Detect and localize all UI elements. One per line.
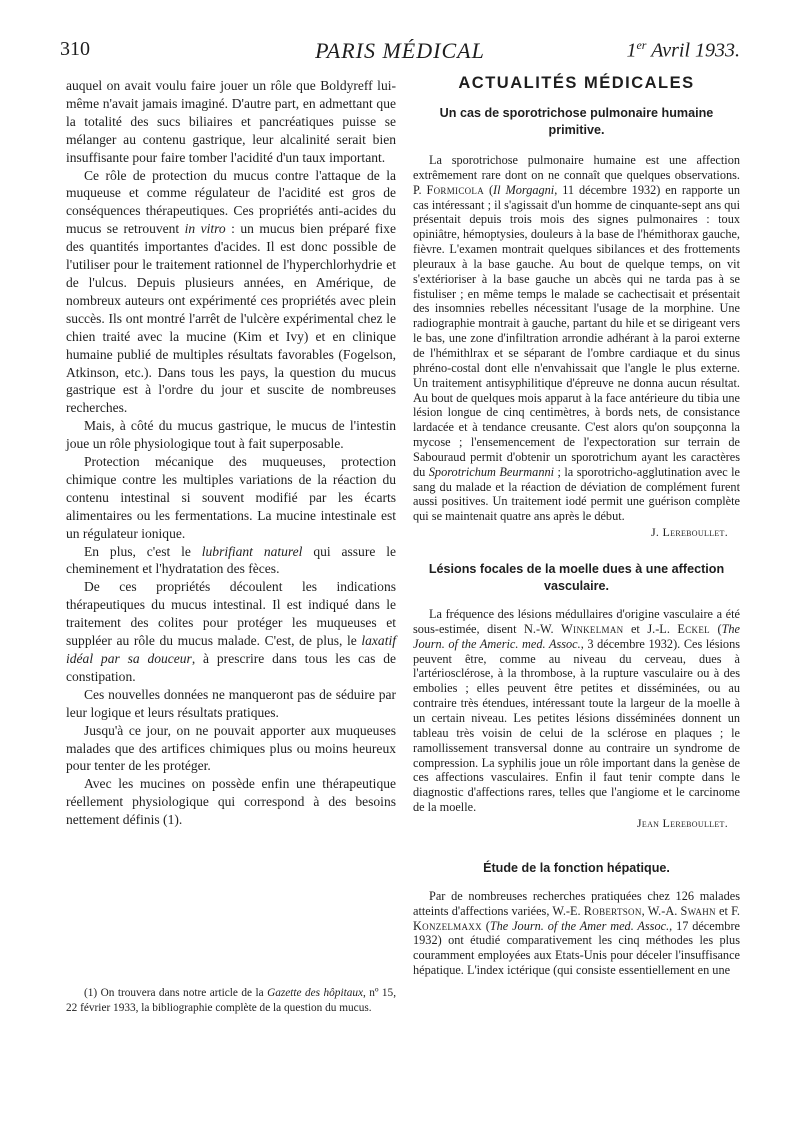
text-run: , 3 décembre 1932). Ces lésions peuvent être, comme au niveau du cerveau, dues à l'artériosclérose, à la thrombose, à la rupture vasculaire ou à des embolies ; elles peuvent être petites et disséminées, ou au contraire très étendues, intéressant toute la largeur de la moelle à un certain niveau. Les petites lésions disséminées donnent un tableau très voisin de celui de la sclérose en plaques ; le ramollissement transversal donne au contraire un syndrome de compression. La syphilis joue un rôle important dans la genèse de ces affections vasculaires. Enfin il faut tenir compte dans le diagnostic d'affections rares, telles que l'angiome et le carcinome de la moelle. — [413, 636, 740, 815]
article-body — [413, 889, 740, 978]
text-run: La sporotrichose pulmonaire humaine est une affection extrêmement rare dont on ne connaît que quelques observations. P. — [413, 153, 740, 197]
left-paragraph — [66, 167, 396, 418]
article-title: Un cas de sporotrichose pulmonaire humaine primitive. — [439, 106, 714, 137]
author-name: Winkelman — [561, 621, 624, 636]
article-lesions-moelle — [413, 561, 740, 831]
text-run: , 11 décembre 1932) en rapporte un cas intéressant ; il s'agissait d'un homme de cinquante-sept ans qui présentait depuis trois mois des signes pulmonaires : toux opiniâtre, hémoptysies, douleurs à la base de l'hémithorax gauche, fièvre. L'examen montrait quelques sibilances et des frottements pleuraux à la base gauche. Au bout de quelque temps, on vit s'extérioriser à la base gauche un abcès qui ne tarda pas à se fistuliser ; en même temps le malade se cachectisait et présentait des insomnies rebelles nécessitant l'usage de la morphine. Une radiographie montrait à gauche, partant du hile et se dirigeant vers le bas, une zone d'infiltration arrondie adhérant à la paroi externe de l'hémithlrax et se séparant de l'ombre cardiaque et du sinus phréno-costal dont elle n'envahissait que l'angle le plus externe. Un traitement antisyphilitique d'épreuve ne donna aucun résultat. Au bout de quelques mois apparut à la face antérieure du tibia une lésion longue de cinq centimètres, à bords nets, de consistance lardacée et à tendance creusante. C'est alors qu'on soupçonna la mycose ; l'ensemencement de l'expectoration sur terrain de Sabouraud permit d'obtenir un sporotrichum ayant les caractères du — [413, 182, 740, 479]
author-name: Robertson — [583, 903, 642, 918]
text-run: ( — [484, 182, 494, 197]
article-body — [413, 607, 740, 815]
article-signature: Jean Lereboullet. — [636, 815, 728, 830]
journal-title: PARIS MÉDICAL — [315, 38, 485, 63]
text-run: ( — [481, 918, 490, 933]
left-paragraph — [66, 543, 396, 579]
left-paragraph — [66, 578, 396, 685]
footnote-text — [66, 986, 396, 1015]
italic-text: laxatif idéal par sa douceur — [66, 633, 396, 666]
text-run: Mais, à côté du mucus gastrique, le mucus de l'intestin joue un rôle physiologique tout à fait superposable. — [66, 418, 396, 452]
text-run: Par de nombreuses recherches pratiquées chez 126 malades atteints d'affections variées, W.-E. — [413, 888, 740, 918]
text-run: ( — [709, 621, 722, 636]
text-run: La fréquence des lésions médullaires d'origine vasculaire a été sous-estimée, disent N.-W. — [413, 607, 740, 636]
left-paragraph — [66, 722, 396, 776]
text-run: (1) On trouvera dans notre article de la — [84, 987, 268, 999]
text-run: ; la sporotricho-agglutination avec le sang du malade et la réaction de déviation de complément furent aussi positives. Un traitement iodé permit une guérison complète qui se maintenait quatre ans après le début. — [413, 464, 740, 524]
article-title: Lésions focales de la moelle dues à une affection vasculaire. — [428, 562, 725, 594]
author-name: Formicola — [426, 182, 485, 197]
section-title: ACTUALITÉS MÉDICALES — [458, 74, 695, 92]
issue-date-superscript: er — [636, 38, 647, 52]
text-run: De ces propriétés découlent les indications thérapeutiques du mucus intestinal. Il est indiqué dans le traitement des colites pour protéger les muqueuses et suppléer au rôle du mucus malade. C'est, de plus, le — [66, 579, 396, 649]
text-run: auquel on avait voulu faire jouer un rôle que Boldyreff lui-même n'avait jamais imaginé. D'autre part, en admettant que la totalité des sucs biliaires et pancréatiques puisse se mélanger au contenu gastrique, leur alcalinité serait bien insuffisante pour faire tomber l'acidité d'un taux important. — [66, 78, 396, 165]
article-sporotrichose — [413, 105, 740, 540]
italic-text: Sporotrichum Beurmanni — [428, 464, 555, 479]
left-paragraph — [66, 686, 396, 722]
author-name: Konzelmaxx — [413, 918, 482, 933]
article-signature: J. Lereboullet. — [650, 525, 728, 540]
issue-date — [626, 38, 740, 63]
italic-text: in vitro — [184, 221, 226, 237]
italic-text: lubrifiant naturel — [201, 543, 303, 559]
italic-text: Gazette des hôpitaux — [267, 987, 364, 999]
issue-date-rest: Avril 1933. — [646, 39, 740, 62]
text-run: , à prescrire dans tous les cas de constipation. — [66, 651, 396, 684]
text-run: : un mucus bien préparé fixe des quantités importantes d'acides. Il est donc possible de l'utiliser pour le traitement rationnel de l'hyperchlorhydrie et de l'ulcus. Depuis plusieurs années, en Amérique, de nombreux auteurs ont expérimenté ces propriétés avec plein succès. Ils ont montré l'arrêt de l'ulcère expérimental chez le chien traité avec la mucine (Kim et Ivy) et en clinique humaine publié de multiples résultats favorables (Fogelson, Atkinson, etc.). Dans tous les pays, la question du mucus gastrique est à l'ordre du jour et suscite de nombreuses recherches. — [66, 221, 396, 416]
italic-text: Il Morgagni — [493, 182, 555, 197]
text-run: Protection mécanique des muqueuses, protection chimique contre les multiples variations de la réaction du contenu intestinal si souvent modifié par les écarts alimentaires ou les fermentations. La mucine intestinale est un régulateur ionique. — [66, 454, 396, 541]
issue-date-day: 1 — [626, 39, 637, 62]
left-paragraph — [66, 417, 396, 453]
left-paragraph — [66, 775, 396, 829]
footnote — [66, 986, 396, 1015]
left-column — [66, 77, 396, 829]
author-name: Eckel — [677, 621, 710, 636]
article-body — [413, 153, 740, 524]
text-run: et F. — [715, 903, 740, 918]
text-run: , nº 15, 22 février 1933, la bibliographie complète de la question du mucus. — [66, 987, 397, 1014]
italic-text: The Journ. of the Americ. med. Assoc. — [413, 621, 741, 651]
article-title: Étude de la fonction hépatique. — [483, 860, 670, 875]
right-column — [413, 74, 740, 978]
page-header — [60, 38, 740, 64]
page-number: 310 — [60, 38, 90, 60]
text-run: qui assure le cheminement et l'hydratation des fèces. — [66, 543, 396, 577]
text-run: Jusqu'à ce jour, on ne pouvait apporter aux muqueuses malades que des artifices chimiques plus ou moins heureux pour tenter de les protéger. — [66, 722, 396, 774]
text-run: Ce rôle de protection du mucus contre l'attaque de la muqueuse et comme régulateur de l'acidité est gros de conséquences thérapeutiques. Ces propriétés anti-acides du mucus se retrouvent — [66, 167, 396, 237]
text-run: Avec les mucines on possède enfin une thérapeutique réellement physiologique qui correspond à des besoins nettement définis (1). — [66, 776, 396, 828]
author-name: Swahn — [680, 903, 716, 918]
text-run: et J.-L. — [623, 621, 678, 636]
left-paragraph — [66, 453, 396, 543]
text-run: , 17 décembre 1932) ont étudié comparativement les cinq méthodes les plus couramment employées aux Etats-Unis pour déceler l'insuffisance hépatique. L'index ictérique (qui consiste essentiellement en une — [413, 918, 740, 978]
text-run: Ces nouvelles données ne manqueront pas de séduire par leur logique et leurs résultats pratiques. — [66, 686, 396, 720]
text-run: , W.-A. — [641, 903, 681, 918]
text-run: En plus, c'est le — [84, 543, 202, 559]
left-paragraph — [66, 77, 396, 167]
article-fonction-hepatique — [413, 860, 740, 978]
italic-text: The Journ. of the Amer med. Assoc. — [489, 918, 670, 933]
